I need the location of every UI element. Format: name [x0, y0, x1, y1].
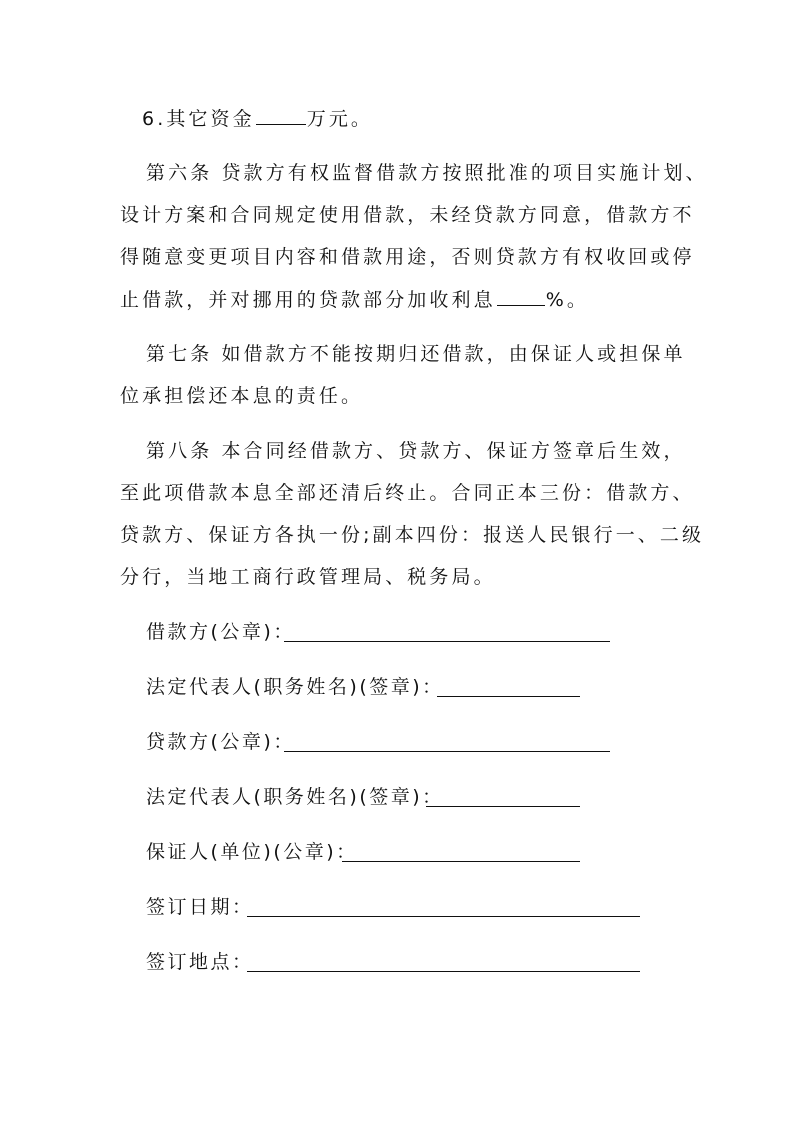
sign-date-line[interactable] [247, 916, 640, 917]
article-8-line-2: 至此项借款本息全部还清后终止。合同正本三份：借款方、 [120, 482, 695, 504]
article-6-line-2: 设计方案和合同规定使用借款，未经贷款方同意，借款方不 [120, 204, 695, 226]
article-7-line-2: 位承担偿还本息的责任。 [120, 385, 364, 407]
guarantor-seal-line[interactable] [342, 861, 580, 862]
item-6-suffix: 万元。 [306, 108, 374, 130]
sign-place-line[interactable] [247, 971, 640, 972]
item-6-line [142, 105, 373, 132]
article-7-line-1: 第七条 如借款方不能按期归还借款，由保证人或担保单 [146, 343, 686, 365]
article-6-line-1: 第六条 贷款方有权监督借款方按照批准的项目实施计划、 [146, 162, 708, 184]
article-6-line-4-prefix: 止借款，并对挪用的贷款部分加收利息 [120, 289, 496, 311]
borrower-rep-label: 法定代表人(职务姓名)(签章)： [146, 676, 444, 698]
article-6-line-3: 得随意变更项目内容和借款用途，否则贷款方有权收回或停 [120, 246, 695, 268]
article-8-line-1: 第八条 本合同经借款方、贷款方、保证方签章后生效， [146, 440, 686, 462]
item-6-blank[interactable] [256, 105, 306, 125]
interest-rate-blank[interactable] [497, 286, 545, 306]
lender-rep-line[interactable] [426, 806, 580, 807]
article-6-line-4-suffix: %。 [545, 289, 589, 311]
borrower-seal-label: 借款方(公章)： [146, 621, 295, 643]
sign-date-label: 签订日期： [146, 896, 254, 918]
item-6-prefix: 6.其它资金 [142, 108, 255, 130]
article-6-line-4 [120, 286, 589, 313]
borrower-rep-line[interactable] [437, 696, 580, 697]
lender-rep-label: 法定代表人(职务姓名)(签章)： [146, 786, 444, 808]
lender-seal-line[interactable] [284, 751, 610, 752]
article-8-line-3: 贷款方、保证方各执一份;副本四份：报送人民银行一、二级 [120, 524, 705, 546]
guarantor-seal-label: 保证人(单位)(公章)： [146, 841, 358, 863]
lender-seal-label: 贷款方(公章)： [146, 731, 295, 753]
article-8-line-4: 分行，当地工商行政管理局、税务局。 [120, 566, 496, 588]
borrower-seal-line[interactable] [284, 641, 610, 642]
sign-place-label: 签订地点： [146, 951, 254, 973]
